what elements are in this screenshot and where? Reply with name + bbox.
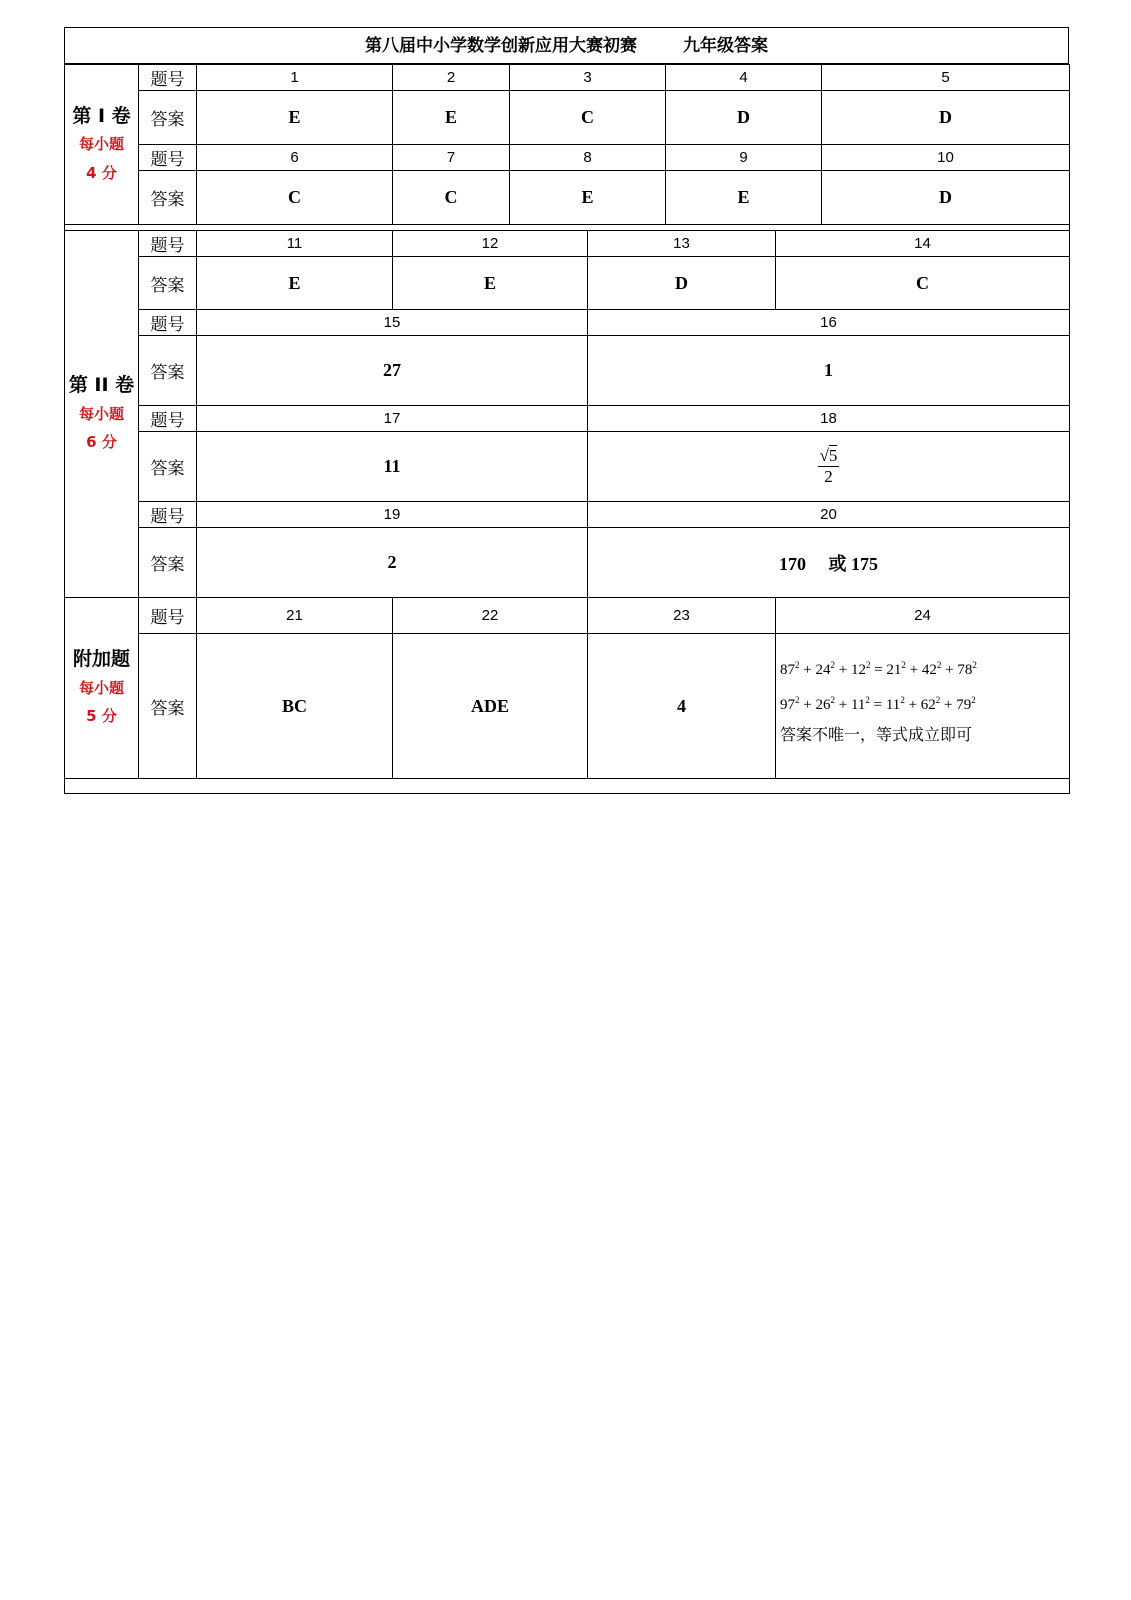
section-2-name: 第 II 卷 [68, 374, 135, 397]
page-title [64, 27, 1069, 64]
answer-label: 答案 [139, 91, 197, 145]
answer-cell: 11 [197, 432, 588, 502]
answer-cell: D [588, 257, 776, 310]
answer-cell: 4 [588, 634, 776, 779]
answer-cell: E [510, 171, 666, 225]
answer-cell: 27 [197, 336, 588, 406]
q-num: 8 [510, 145, 666, 171]
answer-cell: E [393, 257, 588, 310]
section-3-name: 附加题 [72, 648, 130, 671]
answer-label: 答案 [139, 257, 197, 310]
fraction-radicand: 5 [828, 446, 838, 465]
table-footer [65, 779, 1070, 794]
section-1-score: 4 分 [86, 163, 117, 182]
q-num: 4 [666, 65, 822, 91]
fraction: $\frac{√5}{2}$ [819, 446, 838, 486]
answer-note: 答案不唯一，等式成立即可 [780, 725, 973, 744]
q-num: 10 [822, 145, 1070, 171]
section-2-per: 每小题 [78, 404, 124, 423]
section-1-header [65, 65, 139, 225]
q-num: 11 [197, 231, 393, 257]
answer-cell: E [197, 257, 393, 310]
answer-cell: C [393, 171, 510, 225]
section-3-header [65, 598, 139, 779]
question-label: 题号 [139, 231, 197, 257]
answer-cell: 2 [197, 528, 588, 598]
answer-label: 答案 [139, 171, 197, 225]
q-num: 24 [776, 598, 1070, 634]
answer-label: 答案 [139, 528, 197, 598]
question-label: 题号 [139, 598, 197, 634]
answer-cell: 1 [588, 336, 1070, 406]
answer-table [64, 64, 1070, 794]
answer-cell: ADE [393, 634, 588, 779]
q-num: 18 [588, 406, 1070, 432]
q-num: 7 [393, 145, 510, 171]
answer-cell: BC [197, 634, 393, 779]
answer-cell: 170 或 175 [588, 528, 1070, 598]
answer-cell: D [822, 171, 1070, 225]
q-num: 20 [588, 502, 1070, 528]
question-label: 题号 [139, 65, 197, 91]
answer-label: 答案 [139, 336, 197, 406]
equation-2: $97^2 + 26^2 + 11^2 = 11^2 + 62^2 + 79^2$ [780, 695, 976, 713]
answer-cell-fraction [588, 432, 1070, 502]
q-num: 6 [197, 145, 393, 171]
title-left: 第八届中小学数学创新应用大赛初赛 [365, 36, 638, 56]
q-num: 14 [776, 231, 1070, 257]
section-1-name: 第 I 卷 [72, 104, 131, 127]
question-label: 题号 [139, 406, 197, 432]
q-num: 15 [197, 310, 588, 336]
section-3-score: 5 分 [86, 707, 117, 726]
section-3-per: 每小题 [78, 678, 124, 697]
q-num: 9 [666, 145, 822, 171]
answer-cell: E [197, 91, 393, 145]
answer-cell: E [666, 171, 822, 225]
section-1-per: 每小题 [78, 135, 124, 154]
answer-cell-equations [776, 634, 1070, 779]
answer-cell: E [393, 91, 510, 145]
answer-cell: C [776, 257, 1070, 310]
q-num: 5 [822, 65, 1070, 91]
answer-sheet [64, 27, 1069, 794]
fraction-denominator: 2 [824, 467, 833, 486]
answer-label: 答案 [139, 432, 197, 502]
equation-1: $87^2 + 24^2 + 12^2 = 21^2 + 42^2 + 78^2$ [780, 660, 977, 678]
answer-cell: D [822, 91, 1070, 145]
title-right: 九年级答案 [682, 36, 768, 56]
q-num: 17 [197, 406, 588, 432]
answer-cell: D [666, 91, 822, 145]
q-num: 21 [197, 598, 393, 634]
q-num: 1 [197, 65, 393, 91]
q-num: 3 [510, 65, 666, 91]
q-num: 23 [588, 598, 776, 634]
question-label: 题号 [139, 502, 197, 528]
section-2-header [65, 231, 139, 598]
question-label: 题号 [139, 145, 197, 171]
q-num: 22 [393, 598, 588, 634]
answer-label: 答案 [139, 634, 197, 779]
q-num: 16 [588, 310, 1070, 336]
answer-cell: C [510, 91, 666, 145]
answer-cell: C [197, 171, 393, 225]
q-num: 13 [588, 231, 776, 257]
q-num: 12 [393, 231, 588, 257]
q-num: 19 [197, 502, 588, 528]
q-num: 2 [393, 65, 510, 91]
section-2-score: 6 分 [86, 433, 117, 452]
question-label: 题号 [139, 310, 197, 336]
